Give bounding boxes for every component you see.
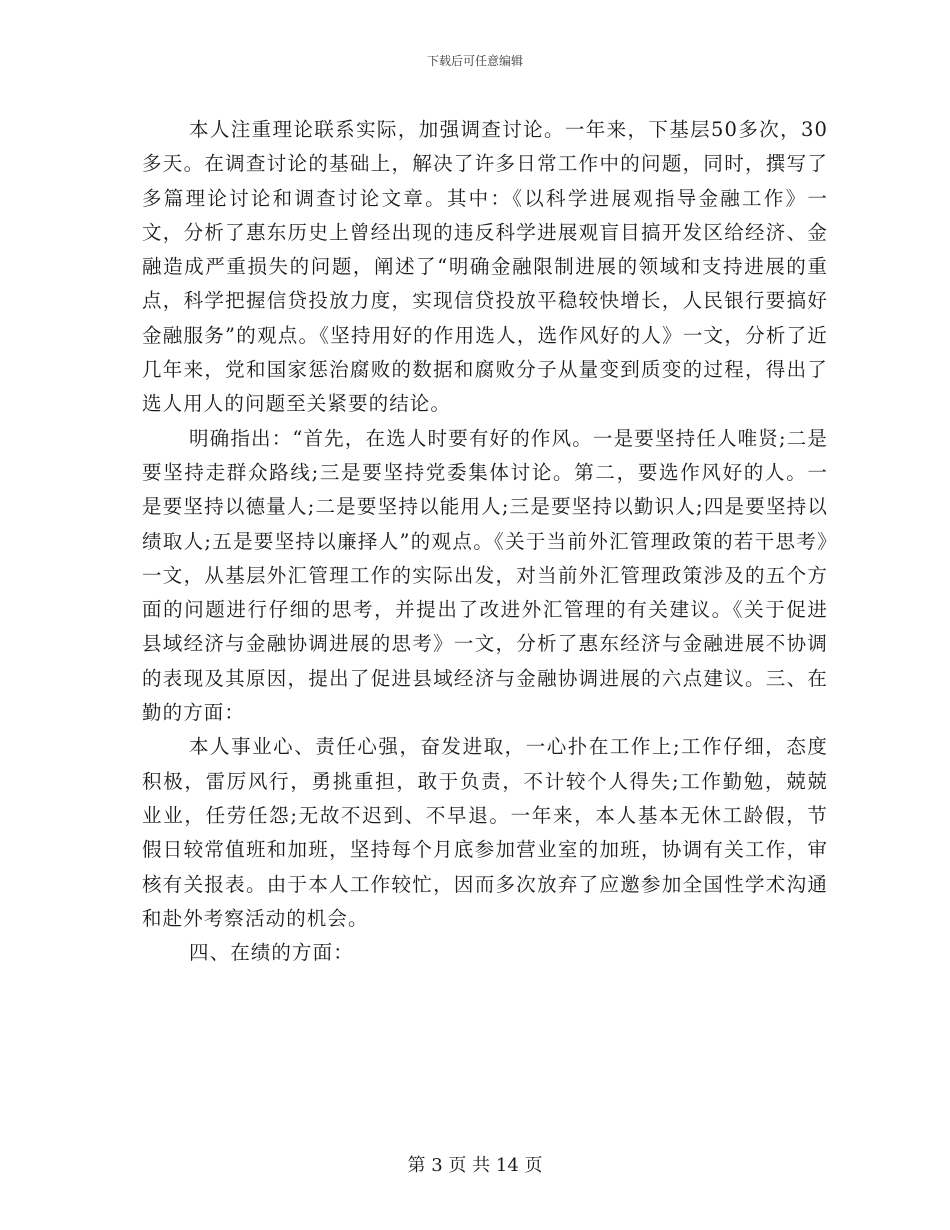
footer-total-pages: 14 (495, 1155, 519, 1176)
footer-total-word: 共 (472, 1155, 491, 1176)
footer-page-word: 页 (448, 1155, 467, 1176)
paragraph-performance-heading: 四、在绩的方面： (189, 941, 354, 965)
page-header-note: 下载后可任意编辑 (426, 54, 523, 68)
page-footer (0, 1154, 950, 1178)
footer-prefix: 第 (407, 1155, 426, 1176)
paragraph-selection-views: 明确指出：“首先，在选人时要有好的作风。一是要坚持任人唯贤;二是要坚持走群众路线;三是要坚持党委集体讨论。第二，要选作风好的人。一是要坚持以德量人;二是要坚持以能用人;三是要坚持以勤识人;四是要坚持以绩取人;五是要坚持以廉择人”的观点。《关于当前外汇管理政策的若干思考》一文，从基层外汇管理工作的实际出发，对当前外汇管理政策涉及的五个方面的问题进行仔细的思考，并提出了改进外汇管理的有关建议。《关于促进县域经济与金融协调进展的思考》一文，分析了惠东经济与金融进展不协调的表现及其原因，提出了促进县域经济与金融协调进展的六点建议。三、在勤的方面： (142, 426, 828, 725)
paragraph-research: 本人注重理论联系实际，加强调查讨论。一年来，下基层50多次，30多天。在调查讨论的基础上，解决了许多日常工作中的问题，同时，撰写了多篇理论讨论和调查讨论文章。其中：《以科学进展观指导金融工作》一文，分析了惠东历史上曾经出现的违反科学进展观盲目搞开发区给经济、金融造成严重损失的问题，阐述了“明确金融限制进展的领域和支持进展的重点，科学把握信贷投放力度，实现信贷投放平稳较快增长，人民银行要搞好金融服务”的观点。《坚持用好的作用选人，选作风好的人》一文，分析了近几年来，党和国家惩治腐败的数据和腐败分子从量变到质变的过程，得出了选人用人的问题至关紧要的结论。 (142, 118, 828, 416)
footer-suffix: 页 (524, 1155, 543, 1176)
footer-current-page: 3 (431, 1155, 443, 1176)
paragraph-diligence: 本人事业心、责任心强，奋发进取，一心扑在工作上;工作仔细，态度积极，雷厉风行，勇挑重担，敢于负责，不计较个人得失;工作勤勉，兢兢业业，任劳任怨;无故不迟到、不早退。一年来，本人基本无休工龄假，节假日较常值班和加班，坚持每个月底参加营业室的加班，协调有关工作，审核有关报表。由于本人工作较忙，因而多次放弃了应邀参加全国性学术沟通和赴外考察活动的机会。 (142, 735, 828, 930)
document-body (142, 113, 828, 970)
